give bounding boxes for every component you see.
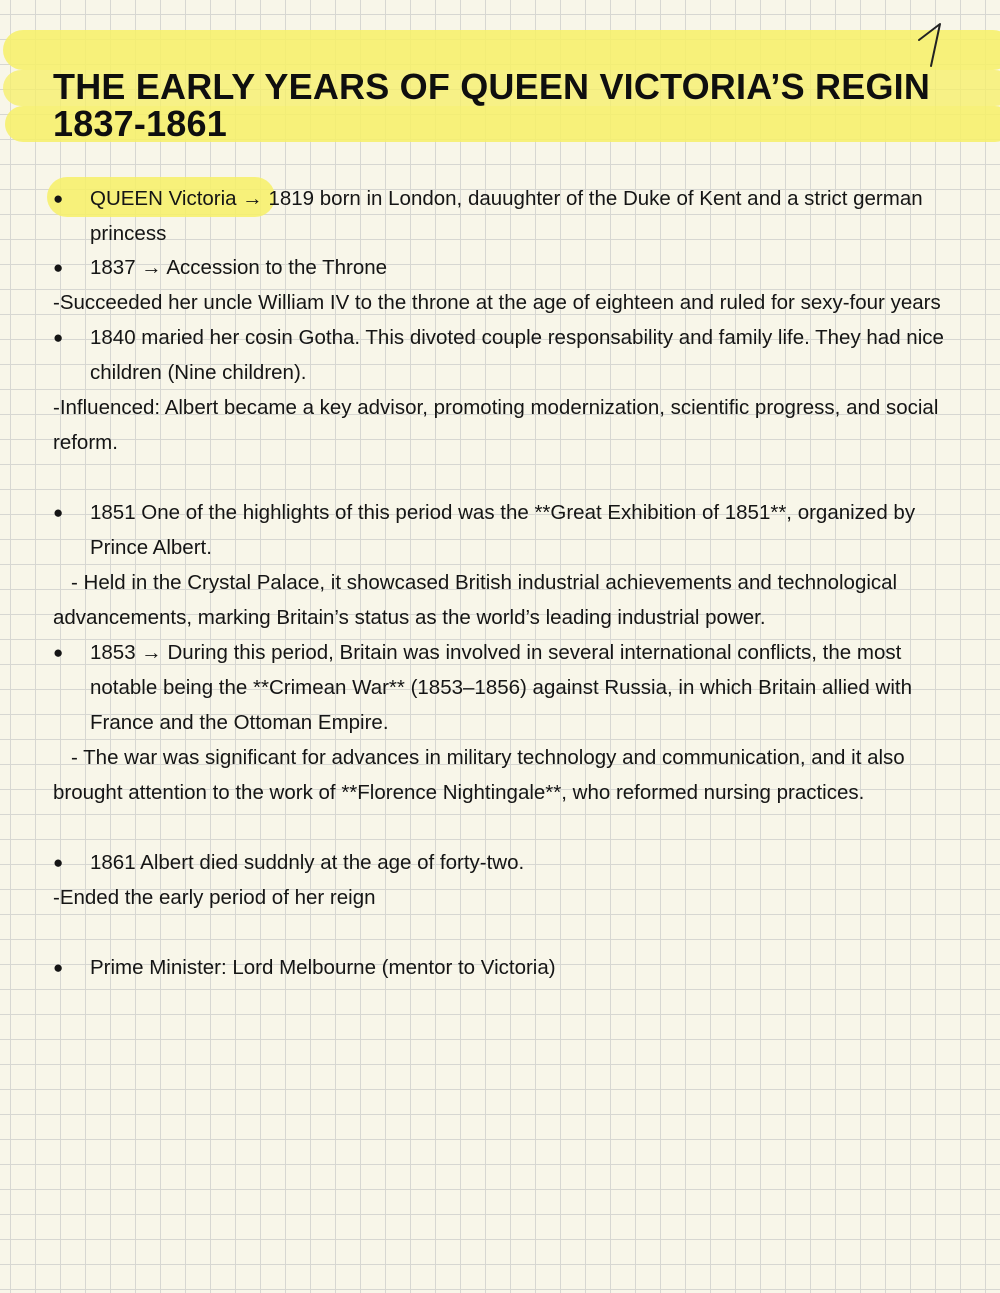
list-item bbox=[53, 495, 953, 565]
list-item bbox=[53, 950, 953, 985]
bullet-dot: ● bbox=[53, 853, 64, 872]
bullet-dot: ● bbox=[53, 189, 64, 208]
note-text: - The war was significant for advances in military technology and communication, and it also brought attention to the work of **Florence Nightingale**, who reformed nursing practices. bbox=[53, 746, 905, 804]
note-text: 1837 → Accession to the Throne bbox=[90, 256, 388, 279]
title-highlight bbox=[3, 30, 1000, 70]
page-number bbox=[916, 20, 948, 70]
bullet-dot: ● bbox=[53, 958, 64, 977]
note-paragraph bbox=[53, 740, 953, 810]
blank-line bbox=[53, 915, 953, 950]
note-text: 1840 maried her cosin Gotha. This divoted couple responsability and family life. They had nice children (Nine children). bbox=[90, 326, 944, 384]
handwritten-page-number-one bbox=[916, 20, 948, 70]
bullet-dot: ● bbox=[53, 258, 64, 277]
note-paragraph bbox=[53, 565, 953, 635]
blank-line bbox=[53, 810, 953, 845]
note-text: QUEEN Victoria → 1819 born in London, dauughter of the Duke of Kent and a strict german princess bbox=[90, 187, 923, 245]
note-text: 1851 One of the highlights of this period was the **Great Exhibition of 1851**, organized by Prince Albert. bbox=[90, 501, 916, 559]
note-paragraph: -Ended the early period of her reign bbox=[53, 886, 376, 909]
list-item bbox=[53, 845, 953, 880]
note-paragraph: -Succeeded her uncle William IV to the throne at the age of eighteen and ruled for sexy-four years bbox=[53, 291, 941, 314]
note-text: 1861 Albert died suddnly at the age of forty-two. bbox=[90, 851, 525, 874]
bullet-dot: ● bbox=[53, 328, 64, 347]
bullet-dot: ● bbox=[53, 503, 64, 522]
bullet-dot: ● bbox=[53, 643, 64, 662]
list-item bbox=[53, 251, 953, 285]
note-text: 1853 → During this period, Britain was involved in several international conflicts, the most notable being the **Crimean War** (1853–1856) against Russia, in which Britain allied with France and the Ottoman Empire. bbox=[90, 641, 912, 734]
notes-body bbox=[53, 181, 953, 985]
blank-line bbox=[53, 460, 953, 495]
note-paragraph: -Influenced: Albert became a key advisor, promoting modernization, scientific progress, and social reform. bbox=[53, 396, 939, 454]
list-item bbox=[53, 320, 953, 390]
note-text: - Held in the Crystal Palace, it showcased British industrial achievements and technological advancements, marking Britain’s status as the world’s leading industrial power. bbox=[53, 571, 898, 629]
list-item bbox=[53, 635, 953, 740]
note-text: Prime Minister: Lord Melbourne (mentor to Victoria) bbox=[90, 956, 556, 979]
list-item bbox=[53, 181, 953, 251]
page-title: THE EARLY YEARS OF QUEEN VICTORIA’S REGIN 1837-1861 bbox=[53, 66, 931, 144]
